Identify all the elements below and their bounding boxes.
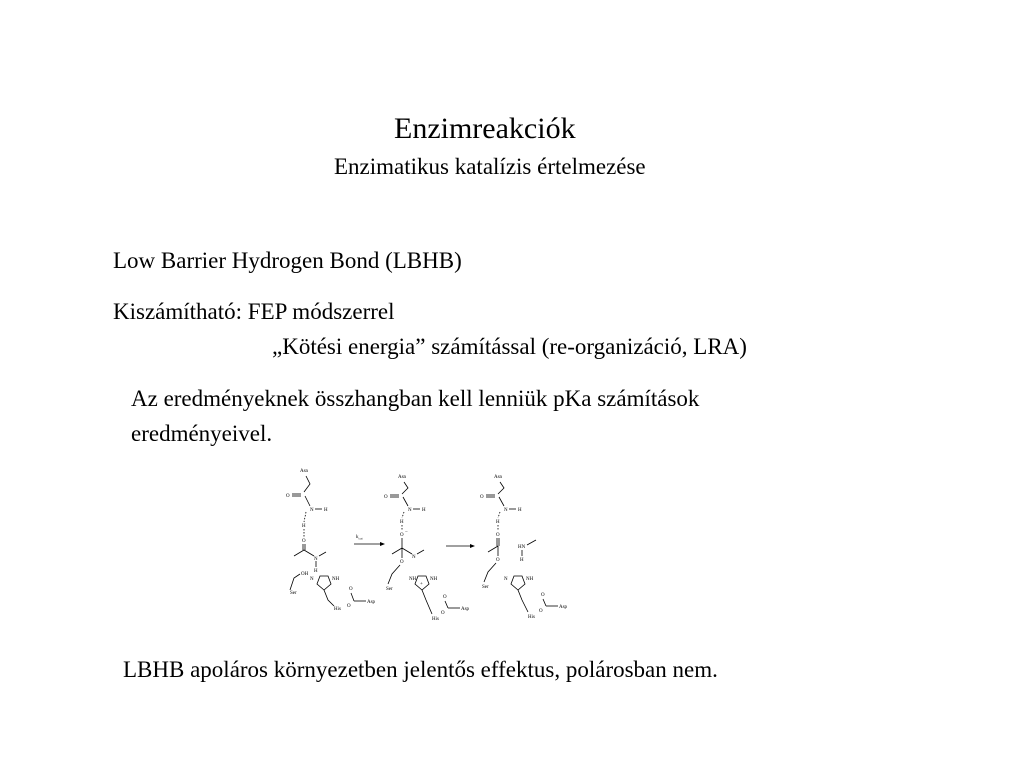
atom-label: Asp bbox=[559, 605, 568, 610]
atom-label: H bbox=[518, 508, 522, 513]
imidazole-ring bbox=[317, 576, 331, 590]
atom-label: H bbox=[302, 524, 306, 529]
atom-label: HN bbox=[518, 545, 526, 550]
scheme-panel-tetrahedral-intermediate bbox=[384, 475, 470, 622]
atom-label: His bbox=[432, 617, 439, 622]
atom-label: N bbox=[310, 577, 314, 582]
text-line-pka-1: Az eredményeknek összhangban kell lenniük pKa számítások bbox=[131, 386, 700, 411]
atom-label: O bbox=[496, 533, 500, 538]
atom-label: O bbox=[400, 533, 404, 538]
atom-label: N bbox=[412, 555, 416, 560]
slide-title: Enzimreakciók bbox=[394, 112, 576, 145]
atom-label: O bbox=[480, 495, 484, 500]
atom-label: O bbox=[496, 558, 500, 563]
footer-statement: LBHB apoláros környezetben jelentős effektus, polárosban nem. bbox=[123, 657, 718, 682]
atom-label: N bbox=[408, 508, 412, 513]
atom-label: N bbox=[504, 508, 508, 513]
scheme-panel-acyl-enzyme bbox=[480, 475, 568, 620]
bond bbox=[351, 593, 354, 601]
hydrogen-bond bbox=[498, 512, 500, 518]
atom-label: O bbox=[400, 560, 404, 565]
bond bbox=[403, 497, 408, 506]
atom-label: Ser bbox=[482, 585, 489, 590]
atom-label: NH bbox=[526, 577, 534, 582]
bond bbox=[304, 476, 310, 492]
atom-label: NH bbox=[332, 577, 340, 582]
atom-label: Asn bbox=[398, 475, 407, 480]
atom-label: O bbox=[539, 609, 543, 614]
bond bbox=[498, 482, 504, 494]
atom-label: NH bbox=[409, 577, 417, 582]
arrow-head bbox=[470, 544, 475, 548]
text-line-lbhb: Low Barrier Hydrogen Bond (LBHB) bbox=[113, 248, 462, 273]
bond bbox=[543, 599, 546, 606]
slide-subtitle: Enzimatikus katalízis értelmezése bbox=[334, 154, 646, 179]
atom-label: O bbox=[349, 587, 353, 592]
charge-label: − bbox=[405, 530, 408, 535]
atom-label: H bbox=[496, 520, 500, 525]
bond bbox=[518, 590, 528, 612]
atom-label: N bbox=[310, 508, 314, 513]
atom-label: Ser bbox=[290, 591, 297, 596]
text-line-pka-2: eredményeivel. bbox=[131, 421, 273, 446]
atom-label: OH bbox=[301, 572, 309, 577]
bond bbox=[392, 548, 412, 558]
atom-label: H bbox=[400, 520, 404, 525]
arrow-head bbox=[380, 542, 385, 546]
atom-label: O bbox=[541, 593, 545, 598]
bond bbox=[402, 482, 408, 494]
atom-label: Asp bbox=[367, 600, 376, 605]
atom-label: His bbox=[528, 615, 535, 620]
bond bbox=[422, 590, 432, 614]
bond bbox=[324, 590, 334, 606]
bond bbox=[319, 552, 326, 556]
scheme-panel-substrate bbox=[286, 469, 376, 612]
atom-label: His bbox=[334, 607, 341, 612]
atom-label: O bbox=[441, 611, 445, 616]
bond bbox=[290, 574, 300, 590]
imidazole-ring bbox=[511, 576, 525, 590]
bond bbox=[499, 497, 504, 506]
atom-label: H bbox=[324, 508, 328, 513]
bond bbox=[527, 540, 536, 545]
bond bbox=[388, 565, 400, 584]
atom-label: H bbox=[520, 558, 524, 563]
text-line-binding-energy: „Kötési energia” számítással (re-organizáció, LRA) bbox=[272, 334, 747, 359]
atom-label: O bbox=[443, 595, 447, 600]
bond bbox=[294, 550, 314, 556]
reaction-scheme-figure bbox=[270, 462, 590, 634]
atom-label: Ser bbox=[386, 587, 393, 592]
atom-label: H bbox=[314, 569, 318, 574]
bond bbox=[417, 550, 424, 554]
atom-label: N bbox=[314, 557, 318, 562]
bond bbox=[305, 496, 310, 506]
bond bbox=[445, 601, 448, 608]
text-line-fep: Kiszámítható: FEP módszerrel bbox=[113, 299, 395, 324]
bond bbox=[488, 546, 498, 556]
hydrogen-bond bbox=[402, 512, 404, 518]
atom-label: O bbox=[286, 494, 290, 499]
atom-label: O bbox=[384, 495, 388, 500]
atom-label: O bbox=[347, 604, 351, 609]
charge-label: + bbox=[420, 582, 423, 587]
atom-label: H bbox=[422, 508, 426, 513]
atom-label: O bbox=[302, 539, 306, 544]
atom-label: Asp bbox=[461, 607, 470, 612]
atom-label: Asn bbox=[300, 469, 309, 474]
atom-label: NH bbox=[430, 577, 438, 582]
hydrogen-bond bbox=[304, 512, 306, 522]
atom-label: N bbox=[504, 577, 508, 582]
rate-constant-label: $k_{cat}$ bbox=[356, 535, 363, 541]
atom-label: Asn bbox=[494, 475, 503, 480]
bond bbox=[484, 563, 496, 582]
